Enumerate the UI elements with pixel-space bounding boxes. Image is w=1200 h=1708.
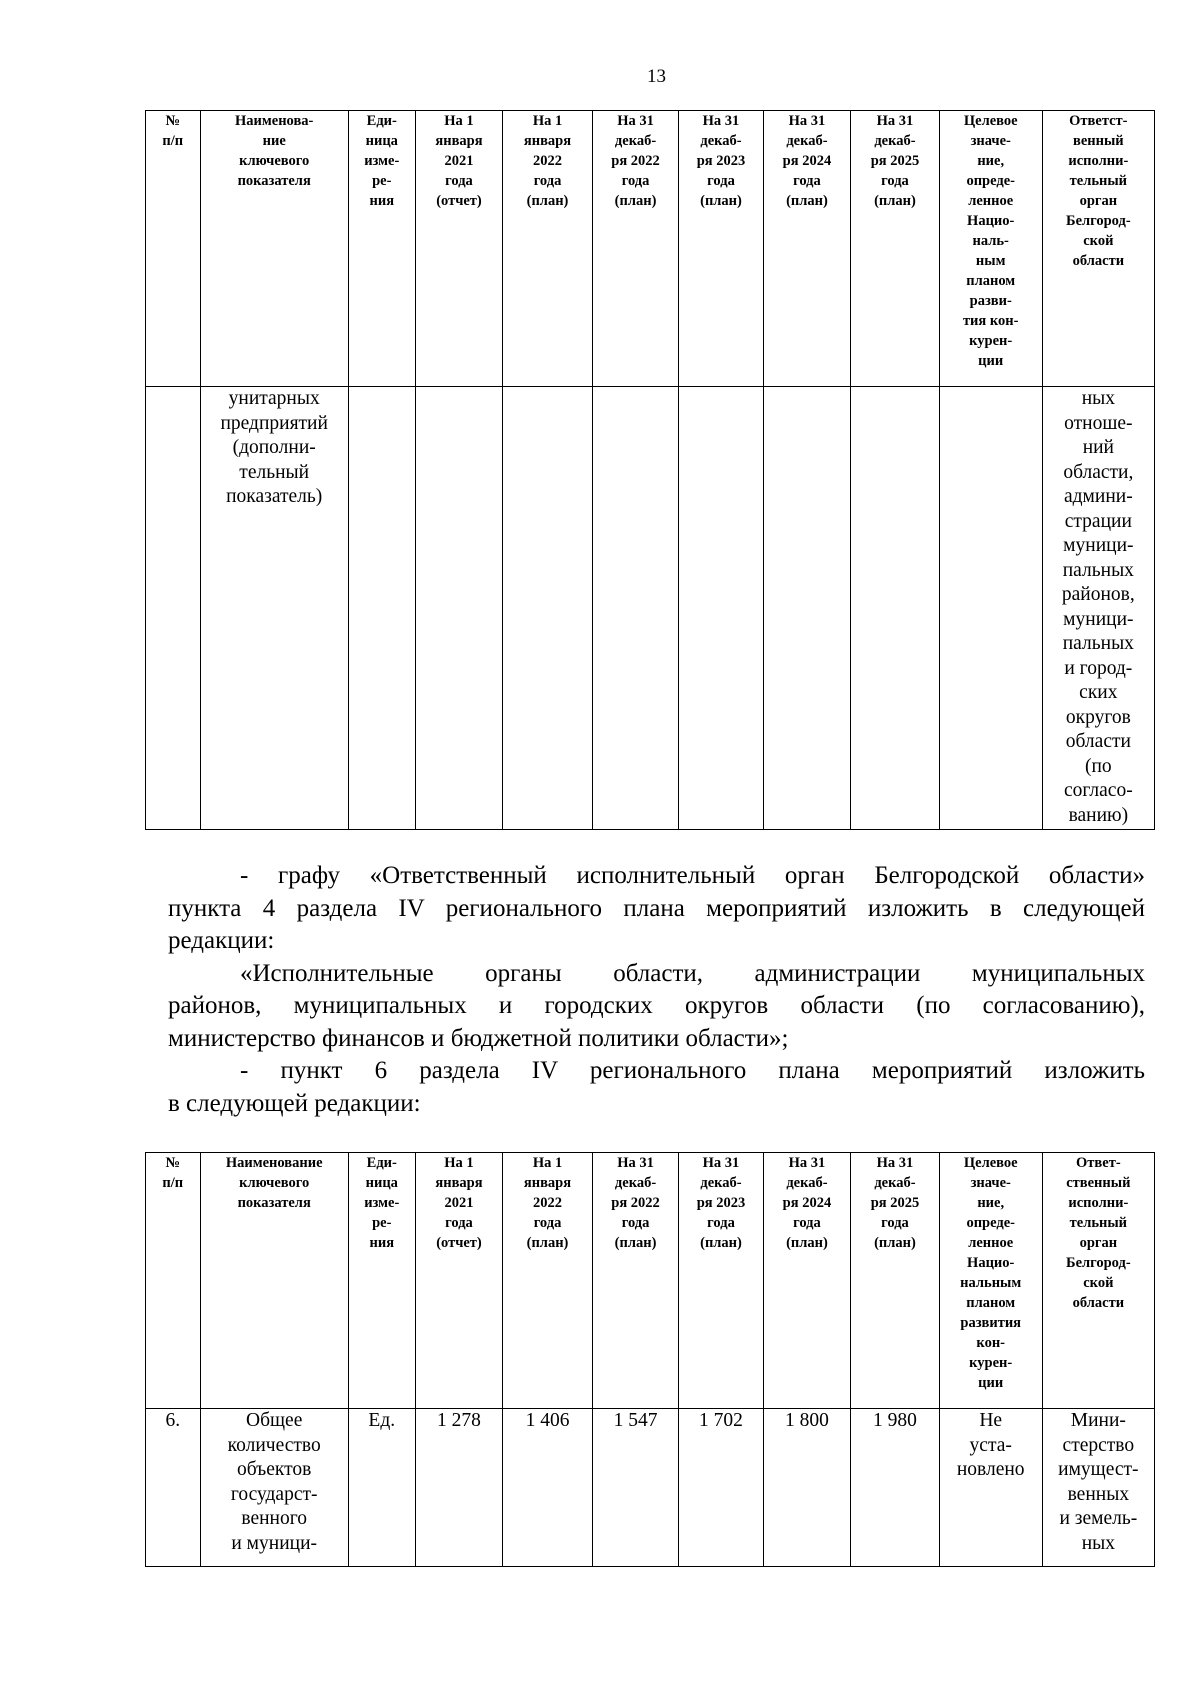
cell-line: ние,	[977, 153, 1005, 169]
cell-line: области	[1072, 253, 1125, 269]
cell-line: На 31	[788, 113, 826, 129]
paragraph-column-amendment	[168, 860, 1145, 925]
cell-number: 6.	[146, 1409, 201, 1567]
cell-line: ния	[369, 1235, 395, 1251]
cell-line: тельный	[239, 461, 310, 483]
cell-line: опреде-	[966, 1215, 1015, 1231]
cell-line: ключевого	[239, 153, 310, 169]
cell-line: декаб-	[700, 1175, 742, 1191]
cell-line: января	[523, 133, 572, 149]
cell-line: Еди-	[366, 1155, 397, 1171]
amendment-text	[168, 860, 1145, 1120]
cell-line: исполни-	[1068, 1195, 1129, 1211]
cell-line: (план)	[526, 1235, 569, 1251]
cell-line: Целевое	[963, 113, 1018, 129]
cell-line: ря 2023	[696, 153, 746, 169]
cell-jan-2022	[503, 387, 593, 830]
cell-line: декаб-	[614, 1175, 657, 1191]
cell-line: показателя	[237, 1195, 311, 1211]
cell-line: №	[165, 113, 181, 129]
cell-line: На 1	[532, 113, 563, 129]
cell-line: ря 2023	[696, 1195, 746, 1211]
cell-line: наль-	[972, 233, 1009, 249]
cell-line: области	[1072, 1295, 1125, 1311]
cell-line: опреде-	[966, 173, 1015, 189]
cell-line: декаб-	[874, 1175, 916, 1191]
cell-dec-2024	[763, 387, 851, 830]
header-cell-responsible	[1042, 111, 1154, 387]
cell-line: венных	[1067, 1483, 1130, 1505]
cell-line: На 31	[876, 1155, 914, 1171]
cell-line: количество	[227, 1434, 321, 1456]
header-cell-dec-2024	[763, 1153, 851, 1409]
header-cell-dec-2024	[763, 111, 851, 387]
cell-dec-2022: 1 547	[592, 1409, 678, 1567]
cell-line: января	[523, 1175, 572, 1191]
cell-line: ственный	[1066, 1175, 1131, 1191]
cell-line: округов	[1065, 706, 1131, 728]
header-cell-target	[939, 1153, 1042, 1409]
cell-line: тельный	[1069, 1215, 1128, 1231]
cell-line: На 31	[702, 113, 740, 129]
cell-dec-2023	[679, 387, 763, 830]
cell-line: пальных	[1062, 633, 1134, 654]
cell-line: Белгород-	[1065, 1255, 1131, 1271]
cell-line: ря 2022	[611, 153, 660, 169]
cell-line: орган	[1079, 193, 1118, 209]
cell-line: курен-	[969, 333, 1013, 349]
cell-line: исполни-	[1068, 153, 1129, 169]
paragraph-line: «Исполнительные органы области, администрации муниципальных	[240, 959, 1145, 987]
cell-line: Нацио-	[967, 213, 1015, 229]
cell-line: ции	[978, 1375, 1004, 1391]
cell-line: админи-	[1063, 486, 1133, 507]
cell-line: Еди-	[366, 113, 397, 129]
cell-jan-2021	[415, 387, 503, 830]
cell-line: (дополни-	[232, 437, 316, 458]
cell-responsible	[1042, 387, 1154, 830]
cell-line: (план)	[700, 1235, 742, 1251]
cell-line: ре-	[372, 1215, 392, 1231]
header-cell-indicator-name	[200, 111, 348, 387]
cell-line: пальных	[1062, 559, 1134, 581]
cell-line: (план)	[786, 193, 828, 209]
cell-line: На 1	[444, 1155, 474, 1171]
cell-line: планом	[966, 1295, 1016, 1311]
cell-line: отноше-	[1064, 412, 1133, 434]
cell-line: муници-	[1063, 535, 1134, 556]
cell-line: Ответст-	[1069, 113, 1128, 129]
cell-line: (план)	[874, 193, 916, 209]
paragraph-line: пункта 4 раздела IV регионального плана мероприятий изложить в следующей	[168, 894, 1145, 922]
cell-line: ние	[262, 133, 286, 149]
cell-line: На 31	[702, 1155, 740, 1171]
cell-line: На 31	[617, 1155, 654, 1171]
cell-line: декаб-	[700, 133, 742, 149]
cell-line: районов,	[1061, 584, 1135, 605]
cell-line: (план)	[700, 193, 742, 209]
cell-line: Не	[979, 1410, 1003, 1431]
header-cell-dec-2023	[679, 111, 763, 387]
cell-line: №	[165, 1155, 181, 1171]
header-cell-target	[939, 111, 1042, 387]
cell-line: На 31	[876, 113, 914, 129]
cell-unit	[348, 387, 415, 830]
table-row	[146, 387, 1155, 830]
cell-line: изме-	[364, 153, 400, 169]
header-cell-dec-2025	[851, 111, 940, 387]
cell-dec-2022	[592, 387, 678, 830]
cell-line: области	[1065, 731, 1131, 752]
paragraph-item-amendment: - пункт 6 раздела IV регионального плана мероприятий изложить	[240, 1057, 1145, 1084]
cell-line: муници-	[1063, 608, 1134, 630]
cell-line: года	[881, 1215, 909, 1231]
cell-dec-2025	[851, 387, 940, 830]
cell-line: области,	[1063, 461, 1134, 483]
cell-line: венного	[241, 1508, 307, 1529]
cell-indicator-name	[200, 387, 348, 830]
cell-line: ря 2025	[870, 153, 920, 169]
table-header-row	[146, 111, 1155, 387]
cell-responsible	[1042, 1409, 1154, 1567]
cell-line: 2022	[533, 153, 563, 169]
cell-line: ских	[1079, 682, 1118, 703]
cell-line: нальным	[960, 1275, 1022, 1291]
cell-line: ница	[365, 1175, 398, 1191]
indicator-table-2	[145, 1152, 1155, 1567]
cell-line: На 1	[444, 113, 474, 129]
cell-line: (план)	[874, 1235, 916, 1251]
cell-line: унитарных	[228, 388, 320, 409]
cell-line: ря 2022	[611, 1195, 660, 1211]
cell-jan-2021: 1 278	[415, 1409, 503, 1567]
cell-line: и муници-	[231, 1532, 317, 1554]
cell-line: ных	[1081, 1532, 1115, 1554]
table-header-row	[146, 1153, 1155, 1409]
cell-line: значе-	[970, 133, 1011, 149]
cell-line: января	[435, 133, 483, 149]
cell-line: ря 2024	[782, 153, 832, 169]
cell-line: ница	[365, 133, 398, 149]
cell-line: ным	[975, 253, 1006, 269]
cell-line: На 31	[788, 1155, 826, 1171]
cell-line: ской	[1083, 233, 1114, 249]
cell-line: (план)	[614, 1235, 657, 1251]
cell-number	[146, 387, 201, 830]
cell-line: 2022	[533, 1195, 563, 1211]
header-cell-jan-2022	[503, 1153, 593, 1409]
cell-target	[939, 1409, 1042, 1567]
cell-line: п/п	[162, 133, 184, 149]
paragraph-quote	[168, 958, 1145, 1023]
cell-line: тельный	[1069, 173, 1128, 189]
cell-line: ленное	[968, 193, 1014, 209]
header-cell-unit	[348, 111, 415, 387]
header-cell-number	[146, 111, 201, 387]
cell-line: (отчет)	[436, 1235, 482, 1251]
cell-line: (план)	[786, 1235, 828, 1251]
cell-line: новлено	[956, 1459, 1025, 1480]
header-cell-jan-2022	[503, 111, 593, 387]
cell-line: декаб-	[786, 1175, 828, 1191]
cell-dec-2025: 1 980	[851, 1409, 940, 1567]
cell-line: показатель)	[226, 486, 323, 507]
cell-line: Наименова-	[235, 113, 314, 129]
cell-line: года	[621, 1215, 650, 1231]
cell-line: разви-	[969, 293, 1012, 309]
cell-line: Целевое	[963, 1155, 1018, 1171]
cell-line: страции	[1064, 510, 1132, 532]
paragraph-line-end: в следующей редакции:	[168, 1089, 421, 1117]
cell-line: Мини-	[1070, 1410, 1126, 1431]
cell-dec-2024: 1 800	[763, 1409, 851, 1567]
cell-line: тия кон-	[962, 313, 1019, 329]
cell-indicator-name	[200, 1409, 348, 1567]
cell-line: (отчет)	[436, 193, 482, 209]
cell-line: Нацио-	[967, 1255, 1015, 1271]
cell-line: ние,	[977, 1195, 1005, 1211]
header-cell-responsible	[1042, 1153, 1154, 1409]
cell-line: орган	[1079, 1235, 1118, 1251]
cell-line: (план)	[614, 193, 657, 209]
table-row	[146, 1409, 1155, 1567]
header-cell-unit	[348, 1153, 415, 1409]
cell-line: года	[707, 1215, 735, 1231]
cell-line: декаб-	[614, 133, 657, 149]
cell-line: ванию)	[1068, 804, 1129, 826]
cell-unit: Ед.	[348, 1409, 415, 1567]
cell-line: года	[533, 173, 562, 189]
header-cell-number	[146, 1153, 201, 1409]
cell-line: ний	[1082, 437, 1114, 458]
cell-line: уста-	[969, 1434, 1012, 1456]
paragraph-line: районов, муниципальных и городских округов области (по согласованию),	[168, 992, 1145, 1019]
cell-line: курен-	[969, 1355, 1013, 1371]
cell-line: показателя	[237, 173, 311, 189]
cell-line: ных	[1081, 388, 1115, 409]
cell-line: ции	[978, 353, 1004, 369]
cell-line: января	[435, 1175, 483, 1191]
header-cell-dec-2022	[592, 1153, 678, 1409]
cell-line: На 1	[532, 1155, 563, 1171]
cell-line: ленное	[968, 1235, 1014, 1251]
paragraph-line: - графу «Ответственный исполнительный орган Белгородской области»	[240, 862, 1145, 889]
paragraph-line-end: редакции:	[168, 927, 275, 954]
cell-line: ря 2025	[870, 1195, 920, 1211]
header-cell-dec-2025	[851, 1153, 940, 1409]
cell-line: ния	[369, 193, 395, 209]
cell-line: года	[793, 173, 821, 189]
header-cell-jan-2021	[415, 1153, 503, 1409]
cell-line: (план)	[526, 193, 569, 209]
cell-target	[939, 387, 1042, 830]
cell-line: года	[707, 173, 735, 189]
cell-line: Общее	[246, 1410, 303, 1431]
cell-line: венный	[1073, 133, 1124, 149]
cell-line: года	[881, 173, 909, 189]
cell-line: и земель-	[1059, 1508, 1138, 1529]
cell-line: п/п	[162, 1175, 184, 1191]
cell-line: планом	[966, 273, 1016, 289]
indicator-table-1	[145, 110, 1155, 830]
cell-line: года	[621, 173, 650, 189]
cell-line: значе-	[970, 1175, 1011, 1191]
cell-line: ской	[1083, 1275, 1114, 1291]
cell-line: 2021	[444, 153, 474, 169]
page-number: 13	[647, 66, 666, 87]
cell-line: Ответ-	[1076, 1155, 1121, 1171]
paragraph-line-end: министерство финансов и бюджетной политики области»;	[168, 1024, 789, 1052]
cell-line: года	[533, 1215, 562, 1231]
cell-line: и город-	[1064, 657, 1133, 679]
cell-line: года	[445, 173, 473, 189]
header-cell-jan-2021	[415, 111, 503, 387]
cell-line: ключевого	[239, 1175, 310, 1191]
cell-line: ре-	[372, 173, 392, 189]
cell-line: Наименование	[225, 1155, 323, 1171]
cell-line: (по	[1085, 755, 1112, 777]
cell-line: объектов	[237, 1459, 312, 1480]
header-cell-dec-2022	[592, 111, 678, 387]
cell-line: Белгород-	[1065, 213, 1131, 229]
cell-line: имущест-	[1058, 1459, 1139, 1480]
cell-line: На 31	[617, 113, 654, 129]
cell-line: декаб-	[874, 133, 916, 149]
cell-line: государст-	[230, 1483, 318, 1505]
cell-line: предприятий	[220, 412, 328, 434]
cell-line: 2021	[444, 1195, 474, 1211]
cell-line: года	[793, 1215, 821, 1231]
cell-line: стерство	[1062, 1434, 1135, 1456]
cell-dec-2023: 1 702	[679, 1409, 763, 1567]
header-cell-dec-2023	[679, 1153, 763, 1409]
cell-line: согласо-	[1063, 780, 1133, 801]
cell-line: развития	[960, 1315, 1022, 1331]
cell-jan-2022: 1 406	[503, 1409, 593, 1567]
cell-line: года	[445, 1215, 473, 1231]
header-cell-indicator-name	[200, 1153, 348, 1409]
cell-line: кон-	[976, 1335, 1006, 1351]
cell-line: изме-	[364, 1195, 400, 1211]
cell-line: ря 2024	[782, 1195, 832, 1211]
cell-line: декаб-	[786, 133, 828, 149]
